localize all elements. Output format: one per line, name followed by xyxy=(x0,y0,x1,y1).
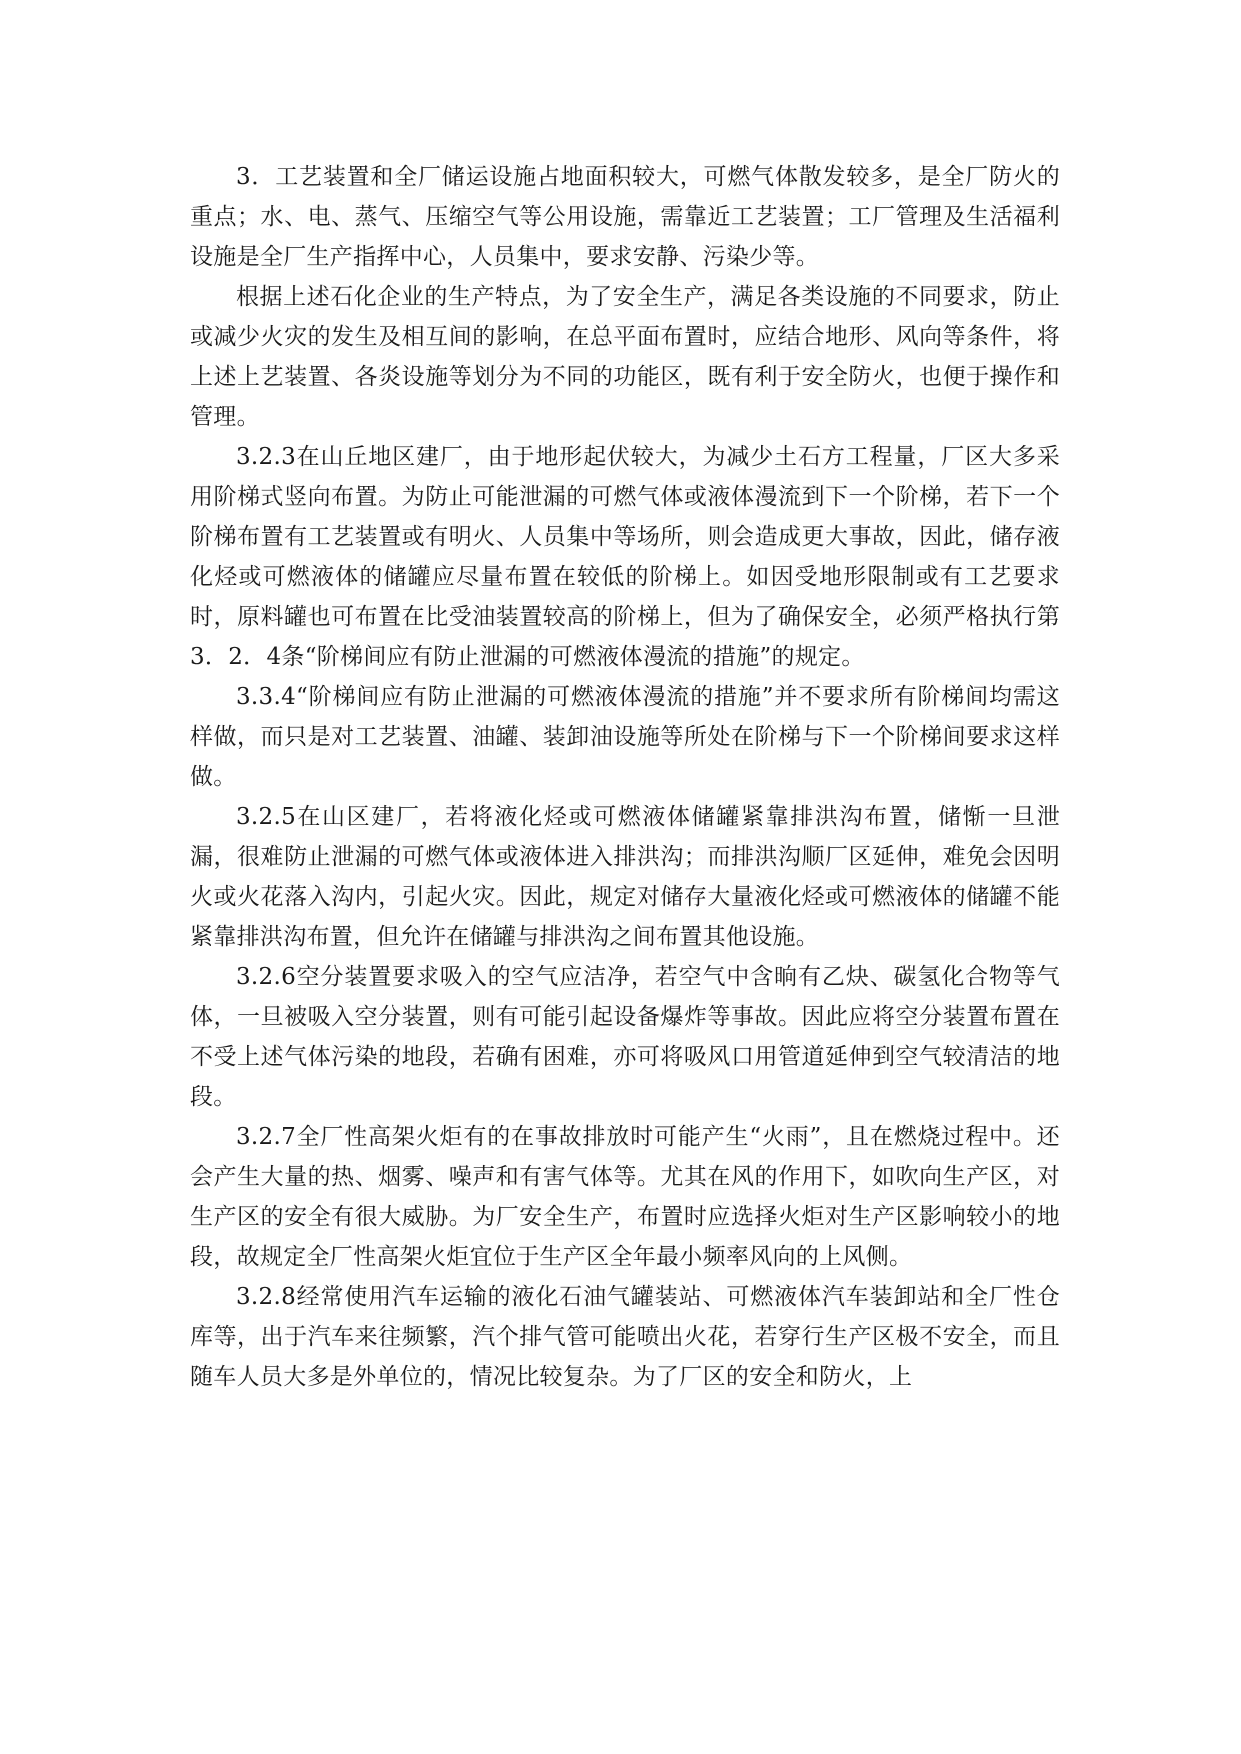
paragraph-layout-principles: 根据上述石化企业的生产特点，为了安全生产，满足各类设施的不同要求，防止或减少火灾的发生及相互间的影响，在总平面布置时，应结合地形、风向等条件，将上述上艺装置、各炎设施等划分为不同的功能区，既有利于安全防火，也便于操作和管理。 xyxy=(190,284,1060,430)
paragraph-3-2-5: 3.2.5在山区建厂，若将液化烃或可燃液体储罐紧靠排洪沟布置，储惭一旦泄漏，很难防止泄漏的可燃气体或液体进入排洪沟；而排洪沟顺厂区延伸，难免会因明火或火花落入沟内，引起火灾。因此，规定对储存大量液化烃或可燃液体的储罐不能紧靠排洪沟布置，但允许在储罐与排洪沟之间布置其他设施。 xyxy=(190,804,1060,950)
paragraph-3-2-8: 3.2.8经常使用汽车运输的液化石油气罐装站、可燃液体汽车装卸站和全厂性仓库等，出于汽车来往频繁，汽个排气管可能喷出火花，若穿行生产区极不安全，而且随车人员大多是外单位的，情况比较复杂。为了厂区的安全和防火，上 xyxy=(190,1284,1060,1390)
paragraph-3-3-4: 3.3.4“阶梯间应有防止泄漏的可燃液体漫流的措施”并不要求所有阶梯间均需这样做，而只是对工艺装置、油罐、装卸油设施等所处在阶梯与下一个阶梯间要求这样做。 xyxy=(190,684,1060,790)
paragraph-3-2-3: 3.2.3在山丘地区建厂，由于地形起伏较大，为减少土石方工程量，厂区大多采用阶梯式竖向布置。为防止可能泄漏的可燃气体或液体漫流到下一个阶梯，若下一个阶梯布置有工艺装置或有明火、人员集中等场所，则会造成更大事故，因此，储存液化烃或可燃液体的储罐应尽量布置在较低的阶梯上。如因受地形限制或有工艺要求时，原料罐也可布置在比受油装置较高的阶梯上，但为了确保安全，必须严格执行第3．2．4条“阶梯间应有防止泄漏的可燃液体漫流的措施”的规定。 xyxy=(190,444,1060,670)
paragraph-3-2-7: 3.2.7全厂性高架火炬有的在事故排放时可能产生“火雨”，且在燃烧过程中。还会产生大量的热、烟雾、噪声和有害气体等。尤其在风的作用下，如吹向生产区，对生产区的安全有很大威胁。为厂安全生产，布置时应选择火炬对生产区影响较小的地段，故规定全厂性高架火炬宜位于生产区全年最小频率风向的上风侧。 xyxy=(190,1124,1060,1270)
document-body xyxy=(190,157,1060,1397)
paragraph-3-2-6: 3.2.6空分装置要求吸入的空气应洁净，若空气中含晌有乙炔、碳氢化合物等气体，一旦被吸入空分装置，则有可能引起设备爆炸等事故。因此应将空分装置布置在不受上述气体污染的地段，若确有困难，亦可将吸风口用管道延伸到空气较清洁的地段。 xyxy=(190,964,1060,1110)
paragraph-functional-zones: 3．工艺装置和全厂储运设施占地面积较大，可燃气体散发较多，是全厂防火的重点；水、电、蒸气、压缩空气等公用设施，需靠近工艺装置；工厂管理及生活福利设施是全厂生产指挥中心，人员集中，要求安静、污染少等。 xyxy=(190,164,1060,270)
